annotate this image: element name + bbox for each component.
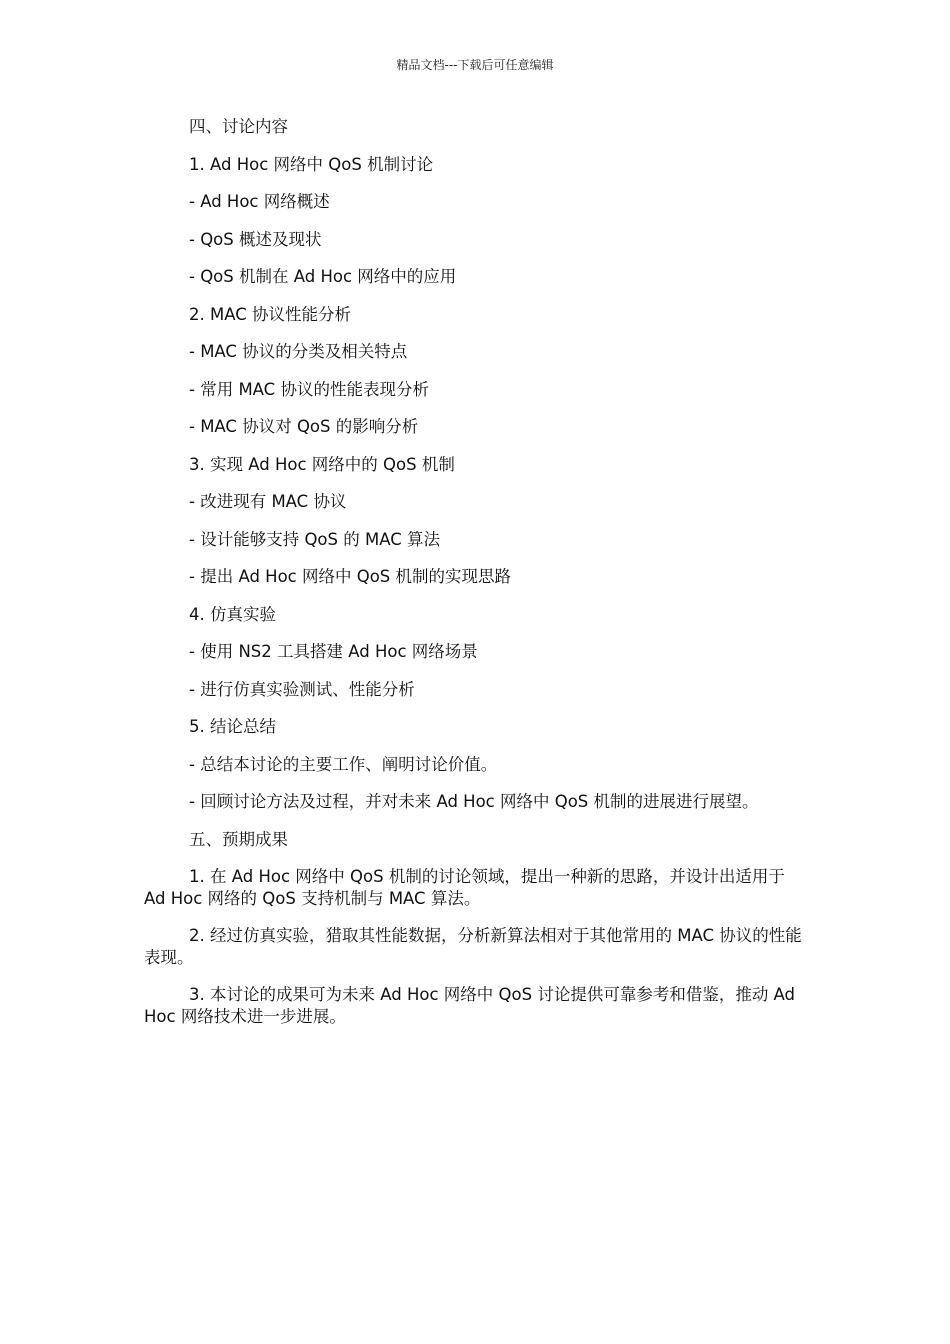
list-item: - 进行仿真实验测试、性能分析 <box>189 679 415 699</box>
result-paragraph: 1. 在 Ad Hoc 网络中 QoS 机制的讨论领域，提出一种新的思路，并设计出适用于 Ad Hoc 网络的 QoS 支持机制与 MAC 算法。 <box>144 867 785 908</box>
list-item: 1. Ad Hoc 网络中 QoS 机制讨论 <box>189 154 434 174</box>
list-item: - QoS 机制在 Ad Hoc 网络中的应用 <box>189 267 457 286</box>
list-item: - 常用 MAC 协议的性能表现分析 <box>189 379 429 399</box>
list-item: 4. 仿真实验 <box>189 604 276 624</box>
list-item: - 提出 Ad Hoc 网络中 QoS 机制的实现思路 <box>189 567 512 586</box>
page-header: 精品文档---下载后可任意编辑 <box>396 58 554 72</box>
list-item: - 总结本讨论的主要工作、阐明讨论价值。 <box>189 754 498 774</box>
list-item: - 使用 NS2 工具搭建 Ad Hoc 网络场景 <box>189 642 478 661</box>
list-item: - 设计能够支持 QoS 的 MAC 算法 <box>189 529 440 549</box>
list-item: - MAC 协议的分类及相关特点 <box>189 342 408 361</box>
result-paragraph: 3. 本讨论的成果可为未来 Ad Hoc 网络中 QoS 讨论提供可靠参考和借鉴，推动 Ad Hoc 网络技术进一步进展。 <box>144 985 796 1026</box>
list-item: - 改进现有 MAC 协议 <box>189 492 347 511</box>
section-heading-expected-results: 五、预期成果 <box>189 829 288 849</box>
result-paragraph: 2. 经过仿真实验，猎取其性能数据，分析新算法相对于其他常用的 MAC 协议的性能表现。 <box>144 926 802 967</box>
section-heading-discussion: 四、讨论内容 <box>189 117 288 136</box>
list-item: - 回顾讨论方法及过程，并对未来 Ad Hoc 网络中 QoS 机制的进展进行展望。 <box>189 792 759 811</box>
list-item: 3. 实现 Ad Hoc 网络中的 QoS 机制 <box>189 454 455 474</box>
list-item: - Ad Hoc 网络概述 <box>189 192 330 211</box>
list-item: - QoS 概述及现状 <box>189 229 322 249</box>
list-item: 2. MAC 协议性能分析 <box>189 304 351 324</box>
list-item: 5. 结论总结 <box>189 717 276 736</box>
list-item: - MAC 协议对 QoS 的影响分析 <box>189 417 419 436</box>
document-body <box>144 116 809 1043</box>
